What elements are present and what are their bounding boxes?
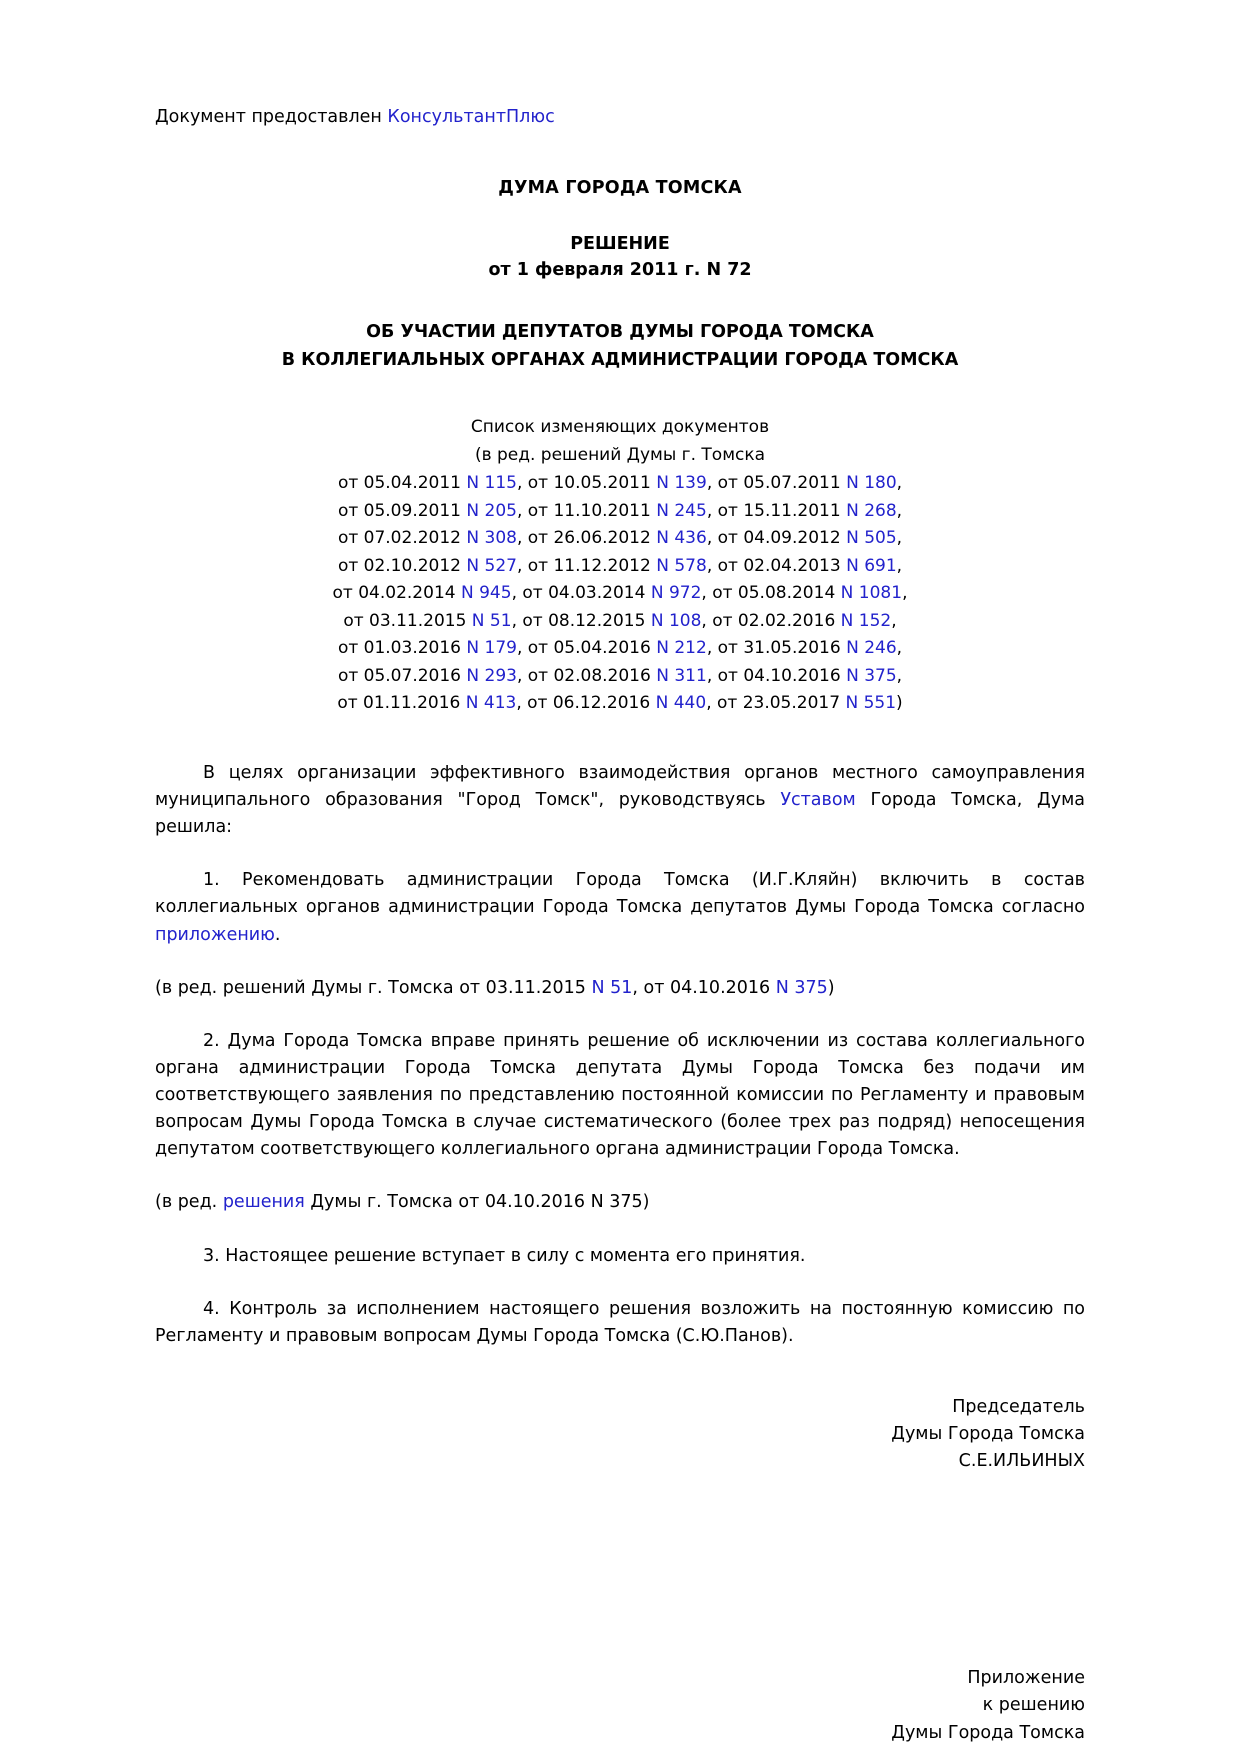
amendment-text: ) — [896, 693, 903, 714]
amendment-text: , — [896, 555, 903, 576]
clause-1-note-text-2: , от 04.10.2016 — [632, 977, 776, 998]
ustav-link[interactable]: Уставом — [780, 790, 856, 811]
amendment-link[interactable]: N 51 — [471, 610, 512, 631]
preamble-text-1: В целях организации эффективного взаимодействия органов местного самоуправления муниципального образования "Город Томск", руководствуясь — [155, 762, 1085, 811]
amendment-line — [155, 553, 1085, 581]
amendment-link[interactable]: N 436 — [656, 528, 707, 549]
document-title-line-1: ОБ УЧАСТИИ ДЕПУТАТОВ ДУМЫ ГОРОДА ТОМСКА — [366, 321, 874, 342]
clause-2-amendment-note — [155, 1189, 1085, 1216]
amendment-text: , — [896, 665, 903, 686]
amendment-text: , — [896, 638, 903, 659]
amendment-link[interactable]: N 505 — [846, 528, 897, 549]
clause-1-note-text-3: ) — [827, 977, 835, 998]
clause-1-text-1: 1. Рекомендовать администрации Города Томска (И.Г.Кляйн) включить в состав коллегиальных органов администрации Города Томска депутатов Думы Города Томска согласно — [155, 870, 1085, 918]
clause-1-note-link-375[interactable]: N 375 — [775, 977, 828, 998]
amendment-text: , от 05.07.2011 — [706, 473, 847, 494]
amendments-heading: Список изменяющих документов — [470, 416, 770, 437]
appendix-block — [155, 1665, 1085, 1746]
amendment-link[interactable]: N 139 — [656, 473, 707, 494]
clause-1-paragraph — [155, 867, 1085, 948]
amendment-text: , от 05.08.2014 — [701, 583, 841, 604]
amendment-link[interactable]: N 246 — [846, 638, 897, 659]
amendment-text: , от 08.12.2015 — [511, 610, 651, 631]
amendment-line — [155, 470, 1085, 498]
amendments-block — [155, 414, 1085, 718]
amendment-text: , от 26.06.2012 — [516, 528, 657, 549]
amendment-text: , от 11.12.2012 — [516, 555, 657, 576]
clause-2-note-text-2: Думы г. Томска от 04.10.2016 N 375) — [304, 1192, 650, 1213]
amendment-text: , от 02.02.2016 — [701, 610, 841, 631]
amendments-list — [155, 470, 1085, 718]
appendix-title: Приложение — [967, 1668, 1085, 1689]
amendment-text: от 05.09.2011 — [337, 500, 467, 521]
amendment-link[interactable]: N 179 — [466, 638, 517, 659]
signature-organization: Думы Города Томска — [891, 1424, 1085, 1445]
amendment-link[interactable]: N 578 — [656, 555, 707, 576]
preamble-text-2: Города Томска, Дума решила: — [155, 790, 1085, 838]
amendment-link[interactable]: N 311 — [656, 665, 707, 686]
amendment-link[interactable]: N 440 — [655, 693, 707, 714]
amendment-link[interactable]: N 308 — [466, 528, 517, 549]
amendment-text: , от 02.08.2016 — [516, 665, 657, 686]
document-title — [155, 318, 1085, 374]
provided-by-prefix: Документ предоставлен — [155, 107, 388, 127]
amendment-link[interactable]: N 945 — [460, 583, 512, 604]
amendment-link[interactable]: N 691 — [846, 555, 897, 576]
amendment-link[interactable]: N 212 — [656, 638, 707, 659]
amendment-text: , — [896, 473, 903, 494]
clause-1-text-2: . — [274, 924, 281, 945]
amendment-link[interactable]: N 152 — [840, 610, 892, 631]
organization-name: ДУМА ГОРОДА ТОМСКА — [498, 177, 742, 198]
amendment-text: , от 02.04.2013 — [706, 555, 847, 576]
amendment-link[interactable]: N 205 — [466, 500, 517, 521]
amendment-text: от 07.02.2012 — [337, 528, 467, 549]
amendment-text: от 01.11.2016 — [337, 693, 466, 714]
amendment-link[interactable]: N 1081 — [840, 583, 903, 604]
amendment-line — [155, 525, 1085, 553]
preamble-paragraph — [155, 760, 1085, 841]
amendment-line — [155, 663, 1085, 691]
amendment-text: , от 04.10.2016 — [706, 665, 847, 686]
amendment-link[interactable]: N 108 — [650, 610, 702, 631]
prilozhenie-link[interactable]: приложению — [155, 924, 275, 945]
document-kind: РЕШЕНИЕ — [570, 233, 670, 254]
document-body — [155, 760, 1085, 1350]
amendment-link[interactable]: N 375 — [846, 665, 897, 686]
amendment-text: , — [896, 528, 903, 549]
appendix-subtitle: к решению — [982, 1695, 1085, 1716]
amendment-text: от 02.10.2012 — [337, 555, 467, 576]
signature-block — [155, 1394, 1085, 1475]
amendment-text: , от 10.05.2011 — [516, 473, 657, 494]
amendment-link[interactable]: N 293 — [466, 665, 517, 686]
signature-position: Председатель — [952, 1396, 1085, 1417]
clause-2-paragraph: 2. Дума Города Томска вправе принять решение об исключении из состава коллегиального органа администрации Города Томска депутата Думы Города Томска без подачи им соответствующего заявления по представлению постоянной комиссии по Регламенту и правовым вопросам Думы Города Томска в случае систематического (более трех раз подряд) непосещения депутатом соответствующего коллегиального органа администрации Города Томска. — [155, 1030, 1085, 1160]
amendment-text: , от 06.12.2016 — [516, 693, 656, 714]
amendment-link[interactable]: N 245 — [656, 500, 707, 521]
clause-2-note-link-reshenie[interactable]: решения — [222, 1192, 305, 1213]
amendment-text: от 03.11.2015 — [343, 610, 472, 631]
provided-by-line — [155, 105, 1085, 130]
amendment-text: , от 04.09.2012 — [706, 528, 847, 549]
amendment-text: , от 04.03.2014 — [511, 583, 651, 604]
signature-name: С.Е.ИЛЬИНЫХ — [958, 1451, 1085, 1472]
amendment-text: , от 11.10.2011 — [516, 500, 657, 521]
amendment-link[interactable]: N 413 — [465, 693, 517, 714]
document-title-line-2: В КОЛЛЕГИАЛЬНЫХ ОРГАНАХ АДМИНИСТРАЦИИ ГОРОДА ТОМСКА — [281, 349, 959, 370]
clause-1-note-link-51[interactable]: N 51 — [591, 977, 633, 998]
amendments-subheading: (в ред. решений Думы г. Томска — [474, 444, 766, 465]
amendment-text: от 01.03.2016 — [337, 638, 467, 659]
amendment-line — [155, 635, 1085, 663]
amendment-line — [155, 690, 1085, 718]
amendment-link[interactable]: N 268 — [846, 500, 897, 521]
amendment-link[interactable]: N 527 — [466, 555, 517, 576]
amendment-link[interactable]: N 551 — [845, 693, 897, 714]
amendment-link[interactable]: N 972 — [650, 583, 702, 604]
clause-1-note-text-1: (в ред. решений Думы г. Томска от 03.11.2015 — [155, 977, 592, 998]
amendment-text: , от 23.05.2017 — [706, 693, 846, 714]
amendment-link[interactable]: N 115 — [466, 473, 517, 494]
amendment-text: , от 31.05.2016 — [706, 638, 847, 659]
consultant-plus-link[interactable]: КонсультантПлюс — [387, 107, 555, 127]
amendment-text: , — [902, 583, 908, 604]
clause-2-note-text-1: (в ред. — [155, 1192, 223, 1213]
amendment-text: от 05.07.2016 — [337, 665, 467, 686]
appendix-organization: Думы Города Томска — [891, 1722, 1085, 1743]
clause-4-paragraph: 4. Контроль за исполнением настоящего решения возложить на постоянную комиссию по Регламенту и правовым вопросам Думы Города Томска (С.Ю.Панов). — [155, 1298, 1085, 1346]
amendment-text: , от 05.04.2016 — [516, 638, 657, 659]
amendment-text: от 04.02.2014 — [332, 583, 461, 604]
clause-3-paragraph: 3. Настоящее решение вступает в силу с момента его принятия. — [203, 1245, 806, 1266]
amendment-text: , от 15.11.2011 — [706, 500, 847, 521]
amendment-line — [155, 580, 1085, 608]
amendment-line — [155, 498, 1085, 526]
amendment-text: , — [896, 500, 903, 521]
amendment-line — [155, 608, 1085, 636]
amendment-text: , — [891, 610, 897, 631]
amendment-text: от 05.04.2011 — [337, 473, 467, 494]
clause-1-amendment-note — [155, 975, 1085, 1002]
amendment-link[interactable]: N 180 — [846, 473, 897, 494]
document-date-number: от 1 февраля 2011 г. N 72 — [488, 259, 752, 280]
